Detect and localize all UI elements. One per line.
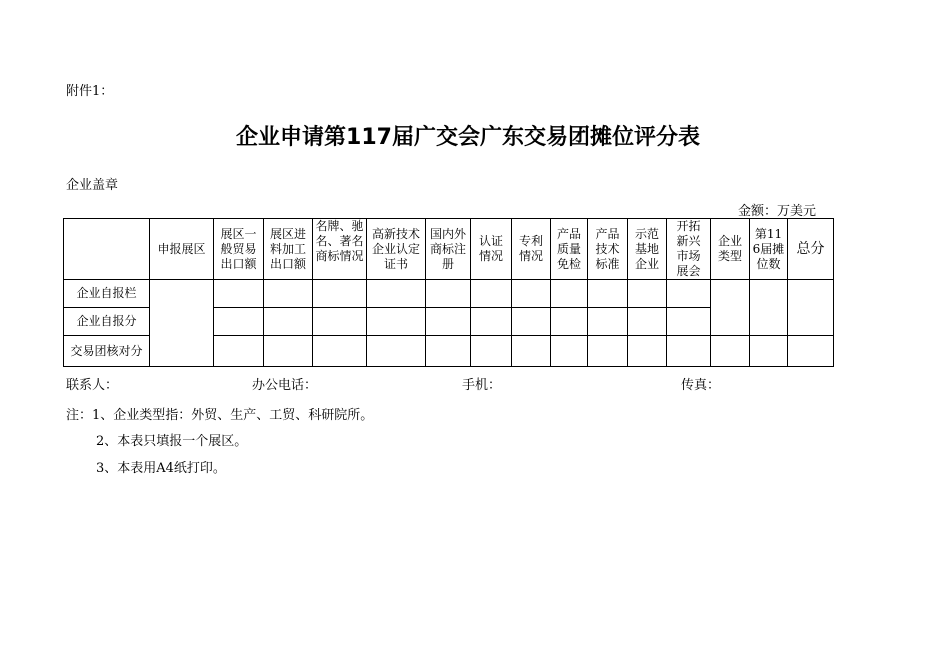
amount-unit-label: 金额：万美元	[738, 204, 817, 219]
cell[interactable]	[313, 308, 367, 336]
cell[interactable]	[588, 308, 628, 336]
row-label-delegation-check: 交易团核对分	[64, 336, 150, 367]
cell[interactable]	[667, 308, 711, 336]
cell[interactable]	[471, 336, 512, 367]
row-label-self-report: 企业自报栏	[64, 280, 150, 308]
cell[interactable]	[628, 308, 667, 336]
attachment-label: 附件1：	[66, 84, 114, 99]
cell[interactable]	[711, 336, 750, 367]
note-2: 2、本表只填报一个展区。	[96, 434, 248, 449]
cell[interactable]	[628, 336, 667, 367]
cell[interactable]	[264, 280, 313, 308]
contact-person-label: 联系人：	[66, 378, 119, 393]
header-general-trade-export: 展区一般贸易出口额	[214, 219, 264, 280]
header-exhibition-area: 申报展区	[150, 219, 214, 280]
mobile-label: 手机：	[462, 378, 502, 393]
company-seal-label: 企业盖章	[66, 178, 119, 193]
cell[interactable]	[551, 336, 588, 367]
cell[interactable]	[264, 308, 313, 336]
header-corner-cell	[64, 219, 150, 280]
cell[interactable]	[512, 336, 551, 367]
cell[interactable]	[588, 336, 628, 367]
header-processing-export: 展区进料加工出口额	[264, 219, 313, 280]
cell[interactable]	[367, 336, 426, 367]
cell[interactable]	[667, 280, 711, 308]
cell[interactable]	[551, 308, 588, 336]
cell[interactable]	[367, 308, 426, 336]
cell[interactable]	[313, 280, 367, 308]
header-technical-standard: 产品技术标准	[588, 219, 628, 280]
cell[interactable]	[788, 336, 834, 367]
cell[interactable]	[214, 336, 264, 367]
cell[interactable]	[214, 308, 264, 336]
cell-company-type[interactable]	[711, 280, 750, 336]
office-phone-label: 办公电话：	[252, 378, 318, 393]
header-emerging-market-fair: 开拓新兴市场展会	[667, 219, 711, 280]
header-total-score: 总分	[788, 219, 834, 280]
cell-previous-booths[interactable]	[750, 280, 788, 336]
cell[interactable]	[367, 280, 426, 308]
header-patent: 专利情况	[512, 219, 551, 280]
cell[interactable]	[214, 280, 264, 308]
header-certification: 认证情况	[471, 219, 512, 280]
cell-total-score[interactable]	[788, 280, 834, 336]
note-1: 注：1、企业类型指：外贸、生产、工贸、科研院所。	[66, 408, 374, 423]
header-brand-trademark: 名牌、驰名、著名商标情况	[313, 219, 367, 280]
table-row	[64, 280, 834, 308]
cell[interactable]	[667, 336, 711, 367]
cell[interactable]	[512, 280, 551, 308]
table-header-row	[64, 219, 834, 280]
cell[interactable]	[471, 280, 512, 308]
header-quality-exemption: 产品质量免检	[551, 219, 588, 280]
cell[interactable]	[588, 280, 628, 308]
cell[interactable]	[471, 308, 512, 336]
row-label-self-score: 企业自报分	[64, 308, 150, 336]
cell[interactable]	[426, 336, 471, 367]
header-previous-booths: 第116届摊位数	[750, 219, 788, 280]
cell[interactable]	[750, 336, 788, 367]
header-demo-base: 示范基地企业	[628, 219, 667, 280]
cell[interactable]	[264, 336, 313, 367]
page-title: 企业申请第117届广交会广东交易团摊位评分表	[236, 125, 700, 150]
cell[interactable]	[628, 280, 667, 308]
cell[interactable]	[512, 308, 551, 336]
cell[interactable]	[313, 336, 367, 367]
cell[interactable]	[551, 280, 588, 308]
note-3: 3、本表用A4纸打印。	[96, 461, 226, 476]
score-table	[63, 218, 834, 367]
cell-exhibition-area[interactable]	[150, 280, 214, 367]
header-company-type: 企业类型	[711, 219, 750, 280]
cell[interactable]	[426, 280, 471, 308]
fax-label: 传真：	[681, 378, 721, 393]
header-trademark-registration: 国内外商标注册	[426, 219, 471, 280]
cell[interactable]	[426, 308, 471, 336]
header-high-tech-certificate: 高新技术企业认定证书	[367, 219, 426, 280]
